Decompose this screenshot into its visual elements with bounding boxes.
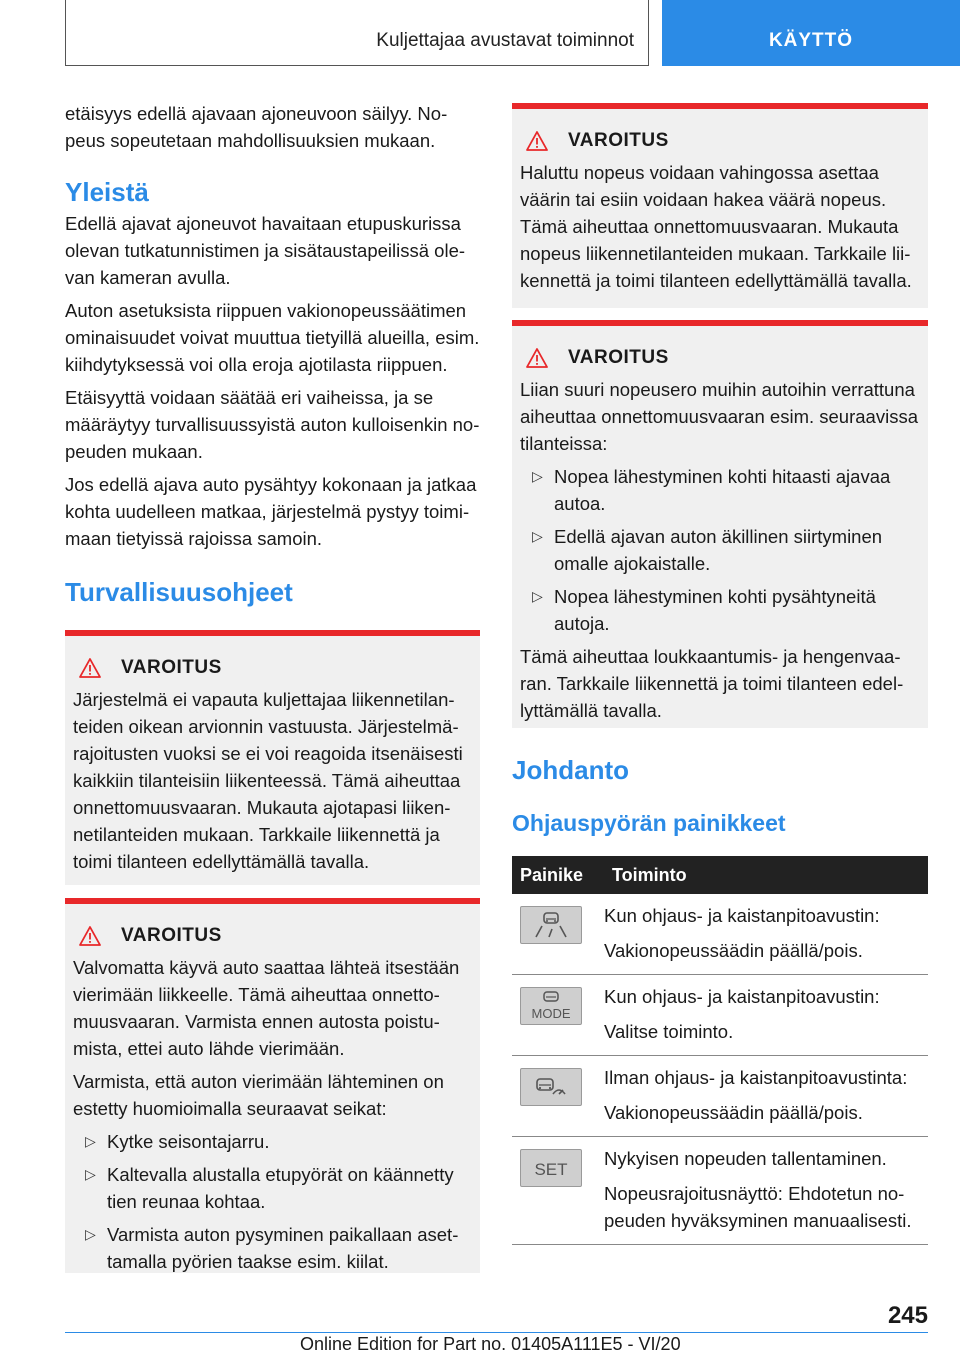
set-button-icon: [520, 1149, 582, 1187]
general-paragraph-2: Auton asetuksista riippuen vakionopeussäätimen ominaisuudet voivat muuttua tietyillä alueilla, esim. kiihdytyksessä voi olla eroja ajotilasta riippuen.: [65, 300, 480, 375]
set-label: SET: [534, 1160, 568, 1179]
list-item: [520, 583, 920, 637]
bullet-icon: ▷: [85, 1226, 96, 1242]
table-cell-function: [604, 1056, 928, 1137]
heading-introduction: Johdanto: [512, 755, 629, 785]
function-text-2: Valitse toiminto.: [604, 1021, 734, 1042]
warning-text: Järjestelmä ei vapauta kuljettajaa liikennetilanteiden oikean arvionnin vastuusta. Järjestelmärajoitusten vuoksi se ei voi reagoida itsenäisesti kaikkiin tilanteisiin liikenteessä. Tämä aiheuttaa onnettomuusvaaran. Mukauta ajotapasi liikennetilanteiden mukaan. Tarkkaile liikennettä ja toimi tilanteen edellyttämällä tavalla.: [73, 689, 463, 872]
function-text-1: Kun ohjaus- ja kaistanpitoavustin:: [604, 905, 880, 926]
page-number: 245: [887, 1302, 928, 1329]
list-item-text: Nopea lähestyminen kohti hitaasti ajavaa autoa.: [554, 466, 891, 514]
warning-triangle-icon: [79, 926, 101, 946]
general-paragraph-1: Edellä ajavat ajoneuvot havaitaan etupuskurissa olevan tutkatunnistimen ja sisätaustapeilissä olevan kameran avulla.: [65, 213, 466, 288]
header-section-box: [65, 0, 649, 66]
warning-header: [520, 127, 920, 155]
cruise-control-button-icon: [520, 1068, 582, 1106]
heading-safety: Turvallisuusohjeet: [65, 577, 293, 607]
warning-box-1: [65, 630, 480, 885]
table-cell-function: [604, 975, 928, 1056]
function-text-1: Nykyisen nopeuden tallentaminen.: [604, 1148, 887, 1169]
table-row: [512, 1137, 928, 1245]
buttons-table: [512, 856, 928, 1245]
function-text-2: Nopeusrajoitusnäyttö: Ehdotetun nopeuden hyväksyminen manuaalisesti.: [604, 1183, 912, 1231]
function-text-2: Vakionopeussäädin päällä/pois.: [604, 1102, 863, 1123]
table-cell-icon: [512, 975, 604, 1056]
warning-text-1: Liian suuri nopeusero muihin autoihin verrattuna aiheuttaa onnettomuusvaaran esim. seuraavissa tilanteissa:: [520, 379, 918, 454]
list-item: [73, 1161, 472, 1215]
warning-header: [73, 654, 472, 682]
bullet-icon: ▷: [85, 1166, 96, 1182]
steering-assist-button-icon: [520, 906, 582, 944]
warning-box-4: [512, 320, 928, 728]
warning-title: VAROITUS: [568, 130, 669, 151]
list-item: [520, 523, 920, 577]
function-text-1: Kun ohjaus- ja kaistanpitoavustin:: [604, 986, 880, 1007]
mode-label: MODE: [531, 1006, 571, 1021]
column-header-button: Painike: [512, 856, 604, 894]
warning-text-2: Varmista, että auton vierimään lähteminen on estetty huomioimalla seuraavat seikat:: [73, 1071, 444, 1119]
warning-title: VAROITUS: [121, 657, 222, 678]
table-header-row: [512, 856, 928, 894]
warning-triangle-icon: [79, 658, 101, 678]
list-item-text: Varmista auton pysyminen paikallaan asettamalla pyörien taakse esim. kiilat.: [107, 1224, 459, 1272]
bullet-icon: ▷: [85, 1133, 96, 1149]
list-item: [520, 463, 920, 517]
table-cell-icon: [512, 1056, 604, 1137]
warning-header: [73, 922, 472, 950]
header-section-title: Kuljettajaa avustavat toiminnot: [376, 30, 634, 51]
header-chapter-label: KÄYTTÖ: [768, 30, 854, 51]
warning-text: Haluttu nopeus voidaan vahingossa asettaa väärin tai esiin voidaan hakea väärä nopeus. Tämä aiheuttaa onnettomuusvaaran. Mukauta nopeus liikennetilanteiden mukaan. Tarkkaile liikennettä ja toimi tilanteen edellyttämällä tavalla.: [520, 162, 912, 291]
list-item: [73, 1128, 472, 1155]
heading-steering-buttons: Ohjauspyörän painikkeet: [512, 810, 786, 836]
bullet-icon: ▷: [532, 528, 543, 544]
warning-header: [520, 344, 920, 372]
warning-title: VAROITUS: [121, 925, 222, 946]
warning-box-3: [512, 103, 928, 308]
bullet-icon: ▷: [532, 588, 543, 604]
footer-edition: Online Edition for Part no. 01405A111E5 - VI/20: [300, 1334, 681, 1354]
list-item-text: Nopea lähestyminen kohti pysähtyneitä autoja.: [554, 586, 876, 634]
warning-triangle-icon: [526, 131, 548, 151]
footer-divider: [65, 1332, 928, 1333]
general-paragraph-4: Jos edellä ajava auto pysähtyy kokonaan ja jatkaa kohta uudelleen matkaa, järjestelmä pystyy toimimaan tietyissä rajoissa samoin.: [65, 474, 477, 549]
list-item-text: Edellä ajavan auton äkillinen siirtyminen omalle ajokaistalle.: [554, 526, 883, 574]
header-chapter-tab[interactable]: [662, 0, 960, 66]
left-column: [65, 100, 480, 608]
column-header-function: Toiminto: [604, 856, 928, 894]
table-row: [512, 1056, 928, 1137]
bullet-icon: ▷: [532, 468, 543, 484]
warning-text-2: Tämä aiheuttaa loukkaantumis- ja hengenvaaran. Tarkkaile liikennettä ja toimi tilanteen edellyttämällä tavalla.: [520, 646, 904, 721]
mode-button-icon: [520, 987, 582, 1025]
table-cell-icon: [512, 894, 604, 975]
function-text-2: Vakionopeussäädin päällä/pois.: [604, 940, 863, 961]
heading-general: Yleistä: [65, 177, 149, 207]
table-row: [512, 975, 928, 1056]
table-row: [512, 894, 928, 975]
list-item-text: Kytke seisontajarru.: [107, 1131, 270, 1152]
list-item: [73, 1221, 472, 1275]
table-cell-function: [604, 1137, 928, 1245]
function-text-1: Ilman ohjaus- ja kaistanpitoavustinta:: [604, 1067, 908, 1088]
general-paragraph-3: Etäisyyttä voidaan säätää eri vaiheissa, ja se määräytyy turvallisuussyistä auton kulloisenkin nopeuden mukaan.: [65, 387, 480, 462]
warning-triangle-icon: [526, 348, 548, 368]
table-cell-icon: [512, 1137, 604, 1245]
table-cell-function: [604, 894, 928, 975]
warning-text-1: Valvomatta käyvä auto saattaa lähteä itsestään vierimään liikkeelle. Tämä aiheuttaa onnettomuusvaaran. Varmista ennen autosta poistumista, ettei auto lähde vierimään.: [73, 957, 460, 1059]
list-item-text: Kaltevalla alustalla etupyörät on käännetty tien reunaa kohtaa.: [107, 1164, 454, 1212]
warning-box-2: [65, 898, 480, 1273]
warning-title: VAROITUS: [568, 347, 669, 368]
intro-paragraph: etäisyys edellä ajavaan ajoneuvoon säilyy. Nopeus sopeutetaan mahdollisuuksien mukaan.: [65, 103, 448, 151]
